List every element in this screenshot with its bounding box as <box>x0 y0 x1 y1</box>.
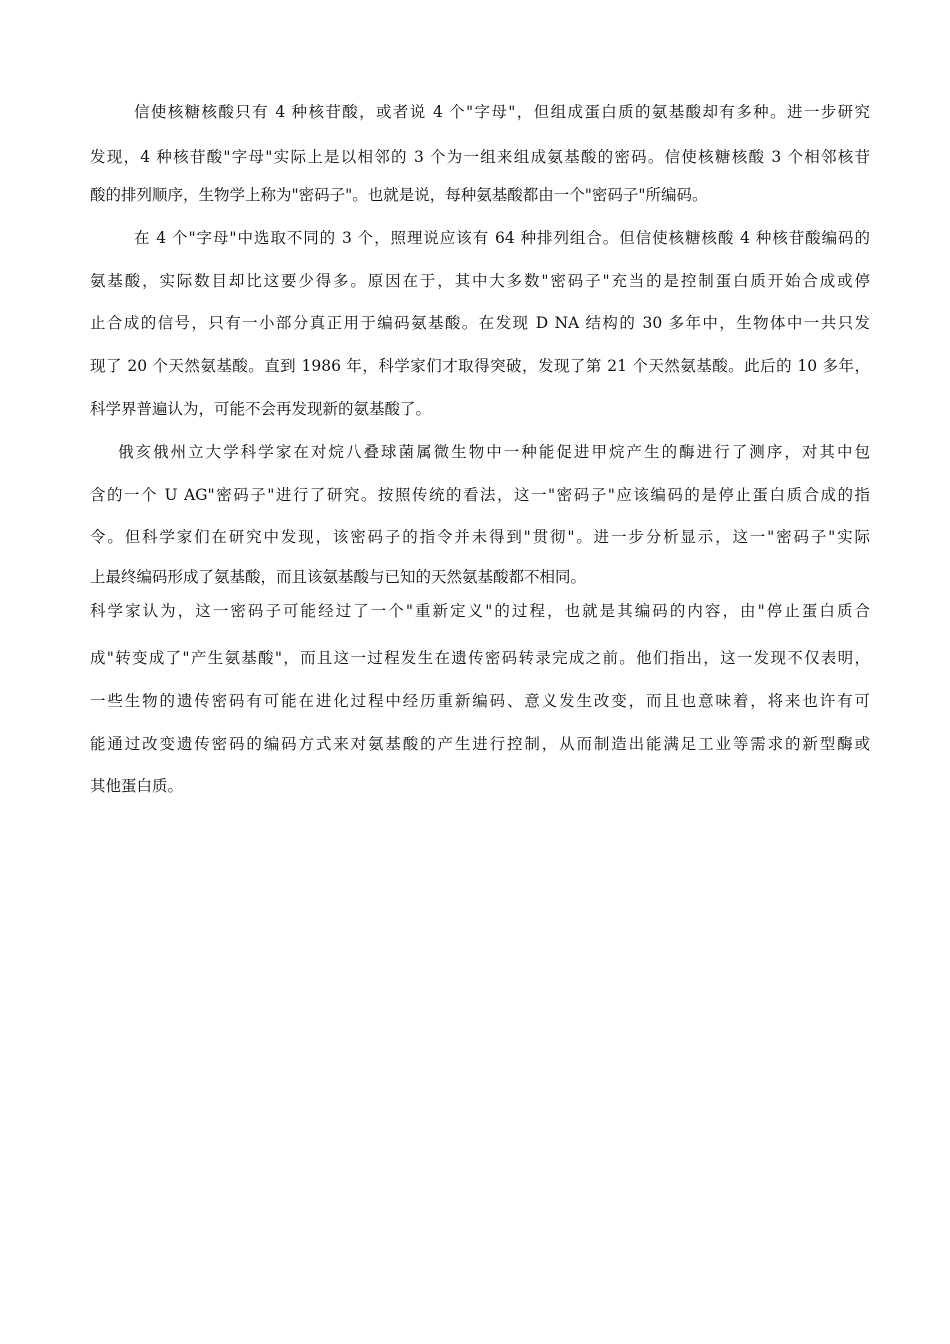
paragraph-3-line-3: 令。但科学家们在研究中发现，该密码子的指令并未得到"贯彻"。进一步分析显示，这一"密码子"实际 <box>90 528 870 546</box>
paragraph-4-line-3: 一些生物的遗传密码有可能在进化过程中经历重新编码、意义发生改变，而且也意味着，将来也许有可 <box>90 692 870 710</box>
paragraph-2-line-3: 止合成的信号，只有一小部分真正用于编码氨基酸。在发现 D NA 结构的 30 多年中，生物体中一共只发 <box>90 314 870 332</box>
paragraph-4-line-1: 科学家认为，这一密码子可能经过了一个"重新定义"的过程，也就是其编码的内容，由"停止蛋白质合 <box>90 602 870 620</box>
paragraph-3-line-4: 上最终编码形成了氨基酸，而且该氨基酸与已知的天然氨基酸都不相同。 <box>90 568 587 586</box>
paragraph-3-line-2: 含的一个 U AG"密码子"进行了研究。按照传统的看法，这一"密码子"应该编码的是停止蛋白质合成的指 <box>90 486 870 504</box>
paragraph-2-line-5: 科学界普遍认为，可能不会再发现新的氨基酸了。 <box>90 400 432 418</box>
paragraph-3-line-1: 俄亥俄州立大学科学家在对烷八叠球菌属微生物中一种能促进甲烷产生的酶进行了测序，对其中包 <box>118 443 870 461</box>
paragraph-1-line-2: 发现，4 种核苷酸"字母"实际上是以相邻的 3 个为一组来组成氨基酸的密码。信使核糖核酸 3 个相邻核苷 <box>90 148 870 166</box>
paragraph-2-line-1: 在 4 个"字母"中选取不同的 3 个，照理说应该有 64 种排列组合。但信使核糖核酸 4 种核苷酸编码的 <box>134 229 870 247</box>
paragraph-2-line-2: 氨基酸，实际数目却比这要少得多。原因在于，其中大多数"密码子"充当的是控制蛋白质开始合成或停 <box>90 272 870 290</box>
paragraph-4-line-5: 其他蛋白质。 <box>90 777 184 795</box>
paragraph-2-line-4: 现了 20 个天然氨基酸。直到 1986 年，科学家们才取得突破，发现了第 21 个天然氨基酸。此后的 10 多年， <box>90 357 870 375</box>
paragraph-1-line-1: 信使核糖核酸只有 4 种核苷酸，或者说 4 个"字母"，但组成蛋白质的氨基酸却有多种。进一步研究 <box>134 103 870 121</box>
paragraph-4-line-2: 成"转变成了"产生氨基酸"，而且这一过程发生在遗传密码转录完成之前。他们指出，这一发现不仅表明， <box>90 649 870 667</box>
paragraph-1-line-3: 酸的排列顺序，生物学上称为"密码子"。也就是说，每种氨基酸都由一个"密码子"所编码。 <box>90 186 708 204</box>
paragraph-4-line-4: 能通过改变遗传密码的编码方式来对氨基酸的产生进行控制，从而制造出能满足工业等需求的新型酶或 <box>90 735 870 753</box>
